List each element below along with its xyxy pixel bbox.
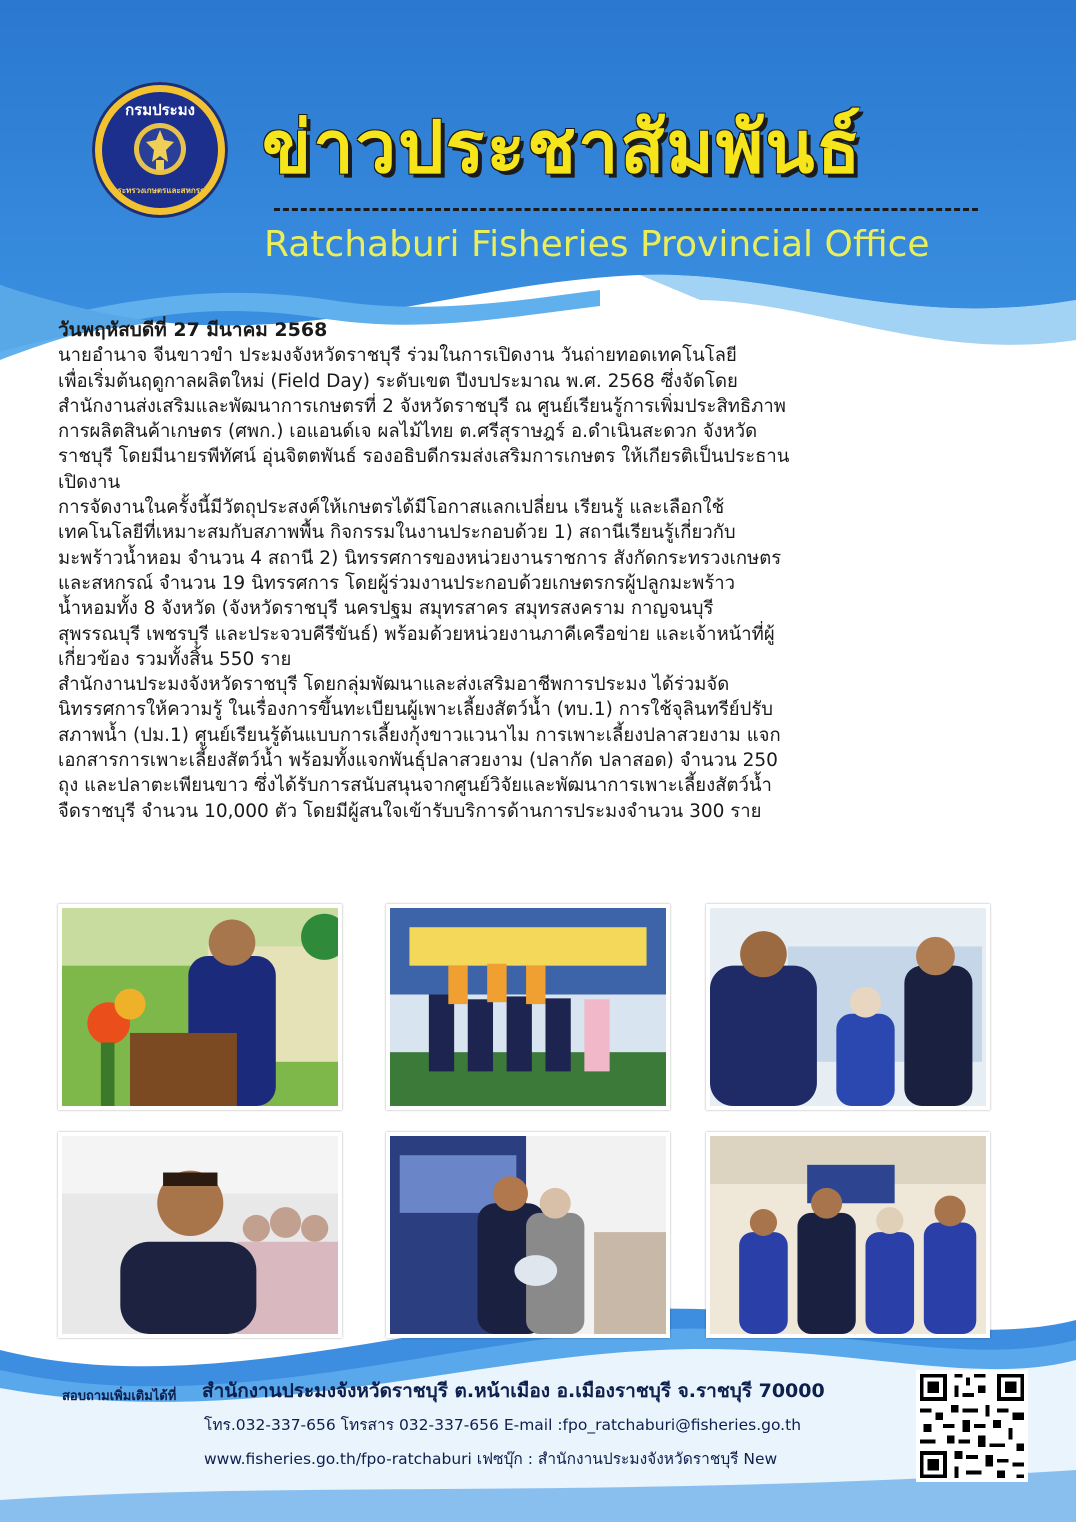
article-line: นิทรรศการให้ความรู้ ในเรื่องการขึ้นทะเบียนผู้เพาะเลี้ยงสัตว์น้ำ (ทบ.1) การใช้จุลินทรีย์ปรับ xyxy=(58,699,774,721)
office-subtitle: Ratchaburi Fisheries Provincial Office xyxy=(264,224,930,265)
page-title: ข่าวประชาสัมพันธ์ xyxy=(262,105,863,189)
photo-fish-distribution xyxy=(386,1132,670,1338)
website-link[interactable]: www.fisheries.go.th/fpo-ratchaburi เฟซบุ๊ก : สำนักงานประมงจังหวัดราชบุรี New xyxy=(204,1450,778,1468)
article-line: การจัดงานในครั้งนี้มีวัตถุประสงค์ให้เกษตรได้มีโอกาสแลกเปลี่ยน เรียนรู้ และเลือกใช้ xyxy=(58,497,725,519)
title-divider xyxy=(274,208,978,211)
article-line: จืดราชบุรี จำนวน 10,000 ตัว โดยมีผู้สนใจเข้ารับบริการด้านการประมงจำนวน 300 ราย xyxy=(58,800,762,822)
article-line: น้ำหอมทั้ง 8 จังหวัด (จังหวัดราชบุรี นครปฐม สมุทรสาคร สมุทรสงคราม กาญจนบุรี xyxy=(58,598,714,620)
article-line: สุพรรณบุรี เพชรบุรี และประจวบคีรีขันธ์) พร้อมด้วยหน่วยงานภาคีเครือข่าย และเจ้าหน้าที่ผู้ xyxy=(58,623,775,645)
article-line: เปิดงาน xyxy=(58,471,121,493)
article-line: สภาพน้ำ (ปม.1) ศูนย์เรียนรู้ต้นแบบการเลี้ยงกุ้งขาวแวนาไม การเพาะเลี้ยงปลาสวยงาม แจก xyxy=(58,724,781,746)
contact-label: สอบถามเพิ่มเติมได้ที่ xyxy=(62,1389,177,1404)
office-address: สำนักงานประมงจังหวัดราชบุรี ต.หน้าเมือง อ.เมืองราชบุรี จ.ราชบุรี 70000 xyxy=(202,1380,825,1402)
article-line: เกี่ยวข้อง รวมทั้งสิ้น 550 ราย xyxy=(58,648,292,670)
logo-bottom-text: กระทรวงเกษตรและสหกรณ์ xyxy=(112,186,208,195)
article-line: เทคโนโลยีที่เหมาะสมกับสภาพพื้น กิจกรรมในงานประกอบด้วย 1) สถานีเรียนรู้เกี่ยวกับ xyxy=(58,522,736,544)
seal-emblem-icon xyxy=(134,120,186,178)
article-line: สำนักงานส่งเสริมและพัฒนาการเกษตรที่ 2 จังหวัดราชบุรี ณ ศูนย์เรียนรู้การเพิ่มประสิทธิภาพ xyxy=(58,395,787,417)
department-of-fisheries-logo xyxy=(92,82,228,218)
photo-staff-group xyxy=(706,1132,990,1338)
photo-speaker-at-podium xyxy=(58,904,342,1110)
article-body xyxy=(58,343,1028,824)
logo-top-text: กรมประมง xyxy=(125,101,195,119)
article-date: วันพฤหัสบดีที่ 27 มีนาคม 2568 xyxy=(58,319,328,341)
qr-code-icon[interactable] xyxy=(916,1370,1028,1482)
article-line: ราชบุรี โดยมีนายรพีทัศน์ อุ่นจิตตพันธ์ รองอธิบดีกรมส่งเสริมการเกษตร ให้เกียรติเป็นประธาน xyxy=(58,446,790,468)
article-line: มะพร้าวน้ำหอม จำนวน 4 สถานี 2) นิทรรศการของหน่วยงานราชการ สังกัดกระทรวงเกษตร xyxy=(58,547,782,569)
photo-group-on-stage xyxy=(386,904,670,1110)
article-line: เอกสารการเพาะเลี้ยงสัตว์น้ำ พร้อมทั้งแจกพันธุ์ปลาสวยงาม (ปลากัด ปลาสอด) จำนวน 250 xyxy=(58,750,778,772)
contact-info: โทร.032-337-656 โทรสาร 032-337-656 E-mail :fpo_ratchaburi@fisheries.go.th xyxy=(204,1416,802,1434)
news-article xyxy=(58,318,1028,824)
article-line: นายอำนาจ จีนขาวขำ ประมงจังหวัดราชบุรี ร่วมในการเปิดงาน วันถ่ายทอดเทคโนโลยี xyxy=(58,345,737,367)
article-line: สำนักงานประมงจังหวัดราชบุรี โดยกลุ่มพัฒนาและส่งเสริมอาชีพการประมง ได้ร่วมจัด xyxy=(58,674,730,696)
article-line: เพื่อเริ่มต้นฤดูกาลผลิตใหม่ (Field Day) ระดับเขต ปีงบประมาณ พ.ศ. 2568 ซึ่งจัดโดย xyxy=(58,370,738,392)
article-line: การผลิตสินค้าเกษตร (ศพก.) เอแอนด์เจ ผลไม้ไทย ต.ศรีสุราษฎร์ อ.ดำเนินสะดวก จังหวัด xyxy=(58,421,758,443)
photo-official-portrait xyxy=(58,1132,342,1338)
article-line: และสหกรณ์ จำนวน 19 นิทรรศการ โดยผู้ร่วมงานประกอบด้วยเกษตรกรผู้ปลูกมะพร้าว xyxy=(58,572,736,594)
article-line: ถุง และปลาตะเพียนขาว ซึ่งได้รับการสนับสนุนจากศูนย์วิจัยและพัฒนาการเพาะเลี้ยงสัตว์น้ำ xyxy=(58,775,772,797)
photo-exhibition-booth-visit xyxy=(706,904,990,1110)
